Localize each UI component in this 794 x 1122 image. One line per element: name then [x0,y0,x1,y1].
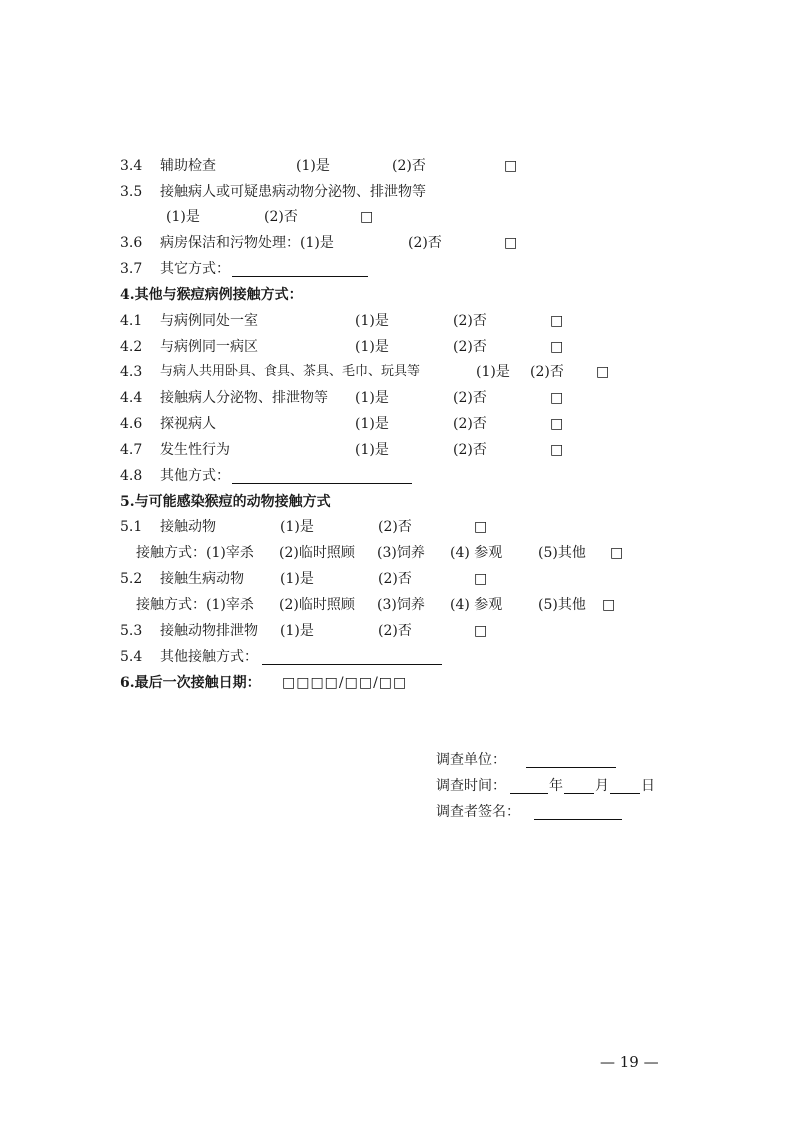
item-4-2-yes: (1)是 [355,339,389,355]
item-3-5-yes: (1)是 [166,209,200,225]
item-4-4-yes: (1)是 [355,390,389,406]
item-5-2-checkbox[interactable]: □ [474,571,488,587]
item-3-4-label: 辅助检查 [160,158,216,174]
surveyor-signature-label: 调查者签名： [436,804,520,820]
item-5-1-method-label: 接触方式：(1)宰杀 [136,545,254,561]
item-4-6-number: 4.6 [120,416,143,432]
item-4-1-no: (2)否 [453,313,487,329]
item-3-4-yes: (1)是 [296,158,330,174]
item-3-5-checkbox[interactable]: □ [360,209,374,225]
survey-year-blank[interactable] [510,779,548,794]
item-5-1-method-checkbox[interactable]: □ [610,545,624,561]
item-5-1-number: 5.1 [120,519,143,535]
item-4-3-no: (2)否 [530,364,564,380]
item-5-2-method-3: (3)饲养 [377,597,425,613]
item-5-3-checkbox[interactable]: □ [474,623,488,639]
survey-unit-blank[interactable] [526,753,616,768]
item-5-1-no: (2)否 [378,519,412,535]
item-5-2-method-checkbox[interactable]: □ [602,597,616,613]
item-5-2-method-5: (5)其他 [538,597,586,613]
item-5-3-yes: (1)是 [280,623,314,639]
item-4-7-label: 发生性行为 [160,442,230,458]
item-3-4-no: (2)否 [392,158,426,174]
item-3-7-number: 3.7 [120,261,143,277]
section-4-heading: 4.其他与猴痘病例接触方式： [120,287,303,303]
item-5-4-label: 其他接触方式： [160,649,258,665]
survey-time-label: 调查时间： [436,778,506,794]
item-4-6-checkbox[interactable]: □ [550,416,564,432]
item-5-1-method-4: (4) 参观 [450,545,503,561]
item-5-4-blank[interactable] [262,650,442,665]
item-5-2-label: 接触生病动物 [160,571,244,587]
item-4-7-number: 4.7 [120,442,143,458]
item-5-1-method-3: (3)饲养 [377,545,425,561]
item-4-6-yes: (1)是 [355,416,389,432]
item-4-1-label: 与病例同处一室 [160,313,258,329]
item-3-6-checkbox[interactable]: □ [504,235,518,251]
item-4-1-number: 4.1 [120,313,143,329]
item-4-8-label: 其他方式： [160,468,230,484]
item-4-3-yes: (1)是 [476,364,510,380]
item-5-2-no: (2)否 [378,571,412,587]
item-4-3-checkbox[interactable]: □ [596,364,610,380]
item-4-7-yes: (1)是 [355,442,389,458]
item-5-3-no: (2)否 [378,623,412,639]
item-5-1-yes: (1)是 [280,519,314,535]
section-6-heading: 6.最后一次接触日期： [120,675,261,691]
item-4-7-no: (2)否 [453,442,487,458]
survey-year-label: 年 [549,778,563,794]
survey-day-label: 日 [641,778,655,794]
survey-unit-label: 调查单位： [436,752,506,768]
item-5-3-label: 接触动物排泄物 [160,623,258,639]
item-3-5-number: 3.5 [120,184,143,200]
item-4-3-label: 与病人共用卧具、食具、茶具、毛巾、玩具等 [160,364,421,379]
item-3-4-checkbox[interactable]: □ [504,158,518,174]
item-5-2-method-2: (2)临时照顾 [279,597,355,613]
item-5-1-checkbox[interactable]: □ [474,519,488,535]
item-3-7-blank[interactable] [232,262,368,277]
item-5-1-method-2: (2)临时照顾 [279,545,355,561]
item-5-3-number: 5.3 [120,623,143,639]
section-5-heading: 5.与可能感染猴痘的动物接触方式 [120,494,331,510]
item-4-6-label: 探视病人 [160,416,216,432]
item-4-4-checkbox[interactable]: □ [550,390,564,406]
item-4-2-checkbox[interactable]: □ [550,339,564,355]
item-4-4-no: (2)否 [453,390,487,406]
item-4-2-number: 4.2 [120,339,143,355]
item-3-7-label: 其它方式： [160,261,230,277]
surveyor-signature-blank[interactable] [534,805,622,820]
item-4-4-label: 接触病人分泌物、排泄物等 [160,390,328,406]
page-number: — 19 — [600,1053,659,1071]
item-3-6-no: (2)否 [408,235,442,251]
item-3-6-label: 病房保洁和污物处理：(1)是 [160,235,334,251]
item-5-2-yes: (1)是 [280,571,314,587]
item-4-6-no: (2)否 [453,416,487,432]
item-3-5-no: (2)否 [264,209,298,225]
item-5-2-number: 5.2 [120,571,143,587]
item-4-1-checkbox[interactable]: □ [550,313,564,329]
item-4-8-number: 4.8 [120,468,143,484]
item-4-2-no: (2)否 [453,339,487,355]
item-4-8-blank[interactable] [232,469,412,484]
survey-month-blank[interactable] [564,779,594,794]
item-4-4-number: 4.4 [120,390,143,406]
item-5-2-method-4: (4) 参观 [450,597,503,613]
survey-month-label: 月 [595,778,609,794]
last-contact-date-boxes[interactable]: □□□□/□□/□□ [282,675,408,691]
item-5-1-label: 接触动物 [160,519,216,535]
item-5-2-method-label: 接触方式：(1)宰杀 [136,597,254,613]
item-4-3-number: 4.3 [120,364,143,380]
item-3-6-number: 3.6 [120,235,143,251]
item-3-5-label: 接触病人或可疑患病动物分泌物、排泄物等 [160,184,426,200]
item-3-4-number: 3.4 [120,158,143,174]
item-5-1-method-5: (5)其他 [538,545,586,561]
item-4-7-checkbox[interactable]: □ [550,442,564,458]
item-5-4-number: 5.4 [120,649,143,665]
survey-day-blank[interactable] [610,779,640,794]
item-4-1-yes: (1)是 [355,313,389,329]
item-4-2-label: 与病例同一病区 [160,339,258,355]
